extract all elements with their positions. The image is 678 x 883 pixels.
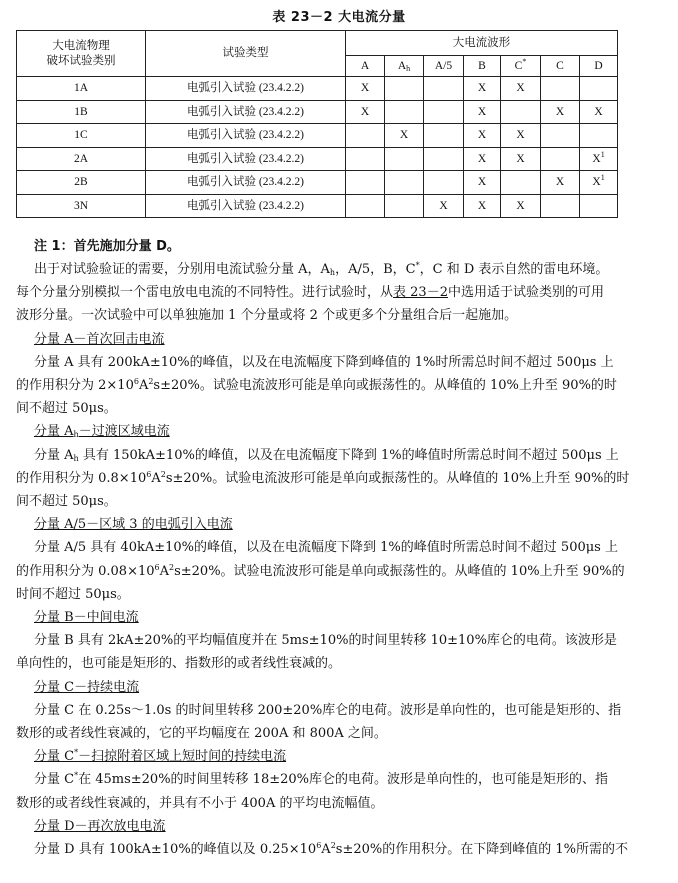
cell-test-type: 电弧引入试验 (23.4.2.2) — [146, 77, 346, 101]
section-heading-c: 分量 C－持续电流 — [34, 679, 140, 695]
cell-wave-mark: X — [541, 171, 580, 195]
cell-wave-mark: X — [464, 77, 501, 101]
table-reference-link[interactable]: 表 23－2 — [393, 285, 448, 301]
cell-wave-mark — [541, 147, 580, 171]
section-a-line-1: 分量 A 具有 200kA±10%的峰值，以及在电流幅度下降到峰值的 1%时所需总时间不超过 500μs 上 — [34, 354, 614, 370]
cell-wave-mark — [541, 77, 580, 101]
cell-wave-mark: X — [501, 147, 541, 171]
section-a5-line-1: 分量 A/5 具有 40kA±10%的峰值，以及在电流幅度下降到 1%的峰值时所需总时间不超过 500μs 上 — [34, 540, 618, 556]
cell-wave-mark — [346, 124, 385, 148]
table-row — [17, 147, 618, 171]
cell-test-type: 电弧引入试验 (23.4.2.2) — [146, 124, 346, 148]
cell-wave-mark: X — [346, 77, 385, 101]
header-wave-4: C* — [501, 56, 541, 77]
cell-test-type: 电弧引入试验 (23.4.2.2) — [146, 147, 346, 171]
cell-wave-mark — [424, 100, 464, 124]
header-wave-2: A/5 — [424, 56, 464, 77]
intro-line-2: 每个分量分别模拟一个雷电放电电流的不同特性。进行试验时，从表 23－2中选用适于试验类别的可用 — [16, 285, 604, 301]
cell-wave-mark — [424, 124, 464, 148]
cell-wave-mark: X — [464, 171, 501, 195]
header-test-type: 试验类型 — [146, 31, 346, 77]
cell-wave-mark — [580, 194, 618, 218]
table-title: 表 23－2 大电流分量 — [272, 10, 406, 25]
section-a-line-2: 的作用积分为 $2\times 10^6A^2s\pm 20\%$。试验电流波形可能是单向或振荡性的。从峰值的 10%上升至 90%的时 — [16, 377, 617, 394]
cell-category: 1A — [17, 77, 146, 101]
section-ah-line-2: 的作用积分为 $0.8\times 10^6A^2s\pm 20\%$。试验电流波形可能是单向或振荡性的。从峰值的 10%上升至 90%的时 — [16, 469, 630, 486]
section-heading-c-star: 分量 C*－扫掠附着区域上短时间的持续电流 — [34, 748, 287, 765]
cell-wave-mark: X — [464, 194, 501, 218]
cell-wave-mark — [385, 194, 424, 218]
section-c-line-2: 数形的或者线性衰减的，它的平均幅度在 200A 和 800A 之间。 — [16, 726, 387, 742]
cell-test-type: 电弧引入试验 (23.4.2.2) — [146, 194, 346, 218]
section-ah-line-1: 分量 $A_h$ 具有 150kA±10%的峰值，以及在电流幅度下降到 1%的峰值时所需总时间不超过 500μs 上 — [34, 447, 619, 463]
cell-category: 3N — [17, 194, 146, 218]
header-test-category: 大电流物理 破坏试验类别 — [17, 31, 146, 77]
cell-test-type: 电弧引入试验 (23.4.2.2) — [146, 100, 346, 124]
cell-wave-mark — [580, 124, 618, 148]
cell-wave-mark — [346, 147, 385, 171]
cell-wave-mark: X — [501, 194, 541, 218]
cell-wave-mark: X — [464, 147, 501, 171]
header-wave-5: C — [541, 56, 580, 77]
header-wave-1: $A_h$ — [385, 56, 424, 77]
cell-wave-mark: $X^1$ — [580, 147, 618, 171]
cell-wave-mark — [541, 194, 580, 218]
intro-line-3: 波形分量。一次试验中可以单独施加 1 个分量或将 2 个或更多个分量组合后一起施加。 — [16, 308, 518, 324]
cell-wave-mark: X — [501, 77, 541, 101]
cell-category: 2B — [17, 171, 146, 195]
cell-wave-mark — [424, 77, 464, 101]
table-note: 注 1：首先施加分量 D。 — [34, 239, 180, 254]
cell-wave-mark: X — [385, 124, 424, 148]
table-row — [17, 77, 618, 101]
section-a-line-3: 间不超过 50μs。 — [16, 401, 117, 417]
cell-wave-mark: $X^1$ — [580, 171, 618, 195]
section-c-line-1: 分量 C 在 0.25s～1.0s 的时间里转移 200±20%库仑的电荷。波形是单向性的，也可能是矩形的、指 — [34, 702, 622, 718]
section-ah-line-3: 间不超过 50μs。 — [16, 494, 117, 510]
cell-wave-mark — [424, 171, 464, 195]
section-c-star-line-2: 数形的或者线性衰减的，并具有不小于 400A 的平均电流幅值。 — [16, 795, 384, 811]
header-wave-6: D — [580, 56, 618, 77]
cell-wave-mark — [541, 124, 580, 148]
section-b-line-2: 单向性的，也可能是矩形的、指数形的或者线性衰减的。 — [16, 656, 342, 672]
table-row — [17, 171, 618, 195]
cell-category: 2A — [17, 147, 146, 171]
cell-wave-mark — [424, 147, 464, 171]
cell-wave-mark — [385, 147, 424, 171]
table-row — [17, 100, 618, 124]
cell-category: 1B — [17, 100, 146, 124]
cell-wave-mark — [385, 100, 424, 124]
cell-wave-mark — [385, 171, 424, 195]
header-waveform-group: 大电流波形 — [346, 31, 618, 56]
current-components-table — [16, 30, 618, 218]
cell-wave-mark: X — [541, 100, 580, 124]
cell-category: 1C — [17, 124, 146, 148]
cell-wave-mark — [501, 171, 541, 195]
cell-wave-mark — [501, 100, 541, 124]
section-heading-a5: 分量 A/5－区域 3 的电弧引入电流 — [34, 517, 233, 533]
cell-test-type: 电弧引入试验 (23.4.2.2) — [146, 171, 346, 195]
section-heading-b: 分量 B－中间电流 — [34, 610, 139, 626]
section-heading-d: 分量 D－再次放电电流 — [34, 818, 166, 834]
cell-wave-mark — [346, 171, 385, 195]
section-d-line-1: 分量 D 具有 100kA±10%的峰值以及 $0.25\times 10^6A^2s\pm 20\%$的作用积分。在下降到峰值的 1%所需的不 — [34, 841, 628, 858]
section-b-line-1: 分量 B 具有 2kA±20%的平均幅值度并在 5ms±10%的时间里转移 10±10%库仑的电荷。该波形是 — [34, 633, 617, 649]
table-row — [17, 194, 618, 218]
cell-wave-mark — [580, 77, 618, 101]
cell-wave-mark: X — [580, 100, 618, 124]
section-a5-line-2: 的作用积分为 $0.08\times 10^6A^2s\pm 20\%$。试验电流波形可能是单向或振荡性的。从峰值的 10%上升至 90%的 — [16, 562, 625, 579]
cell-wave-mark: X — [424, 194, 464, 218]
cell-wave-mark: X — [464, 100, 501, 124]
section-heading-ah: 分量 $A_h-$过渡区域电流 — [34, 424, 170, 440]
cell-wave-mark: X — [346, 100, 385, 124]
section-c-star-line-1: 分量 C*在 45ms±20%的时间里转移 18±20%库仑的电荷。波形是单向性的，也可能是矩形的、指 — [34, 771, 609, 788]
body-text — [16, 258, 634, 861]
intro-paragraph: 出于对试验验证的需要，分别用电流试验分量 A，$A_h$，A/5，B，C*，C 和 D 表示自然的雷电环境。 — [34, 261, 609, 277]
section-a5-line-3: 时间不超过 50μs。 — [16, 586, 130, 602]
header-wave-3: B — [464, 56, 501, 77]
section-heading-a: 分量 A－首次回击电流 — [34, 331, 165, 347]
cell-wave-mark — [385, 77, 424, 101]
cell-wave-mark: X — [501, 124, 541, 148]
cell-wave-mark: X — [464, 124, 501, 148]
cell-wave-mark — [346, 194, 385, 218]
table-row — [17, 124, 618, 148]
header-wave-0: A — [346, 56, 385, 77]
